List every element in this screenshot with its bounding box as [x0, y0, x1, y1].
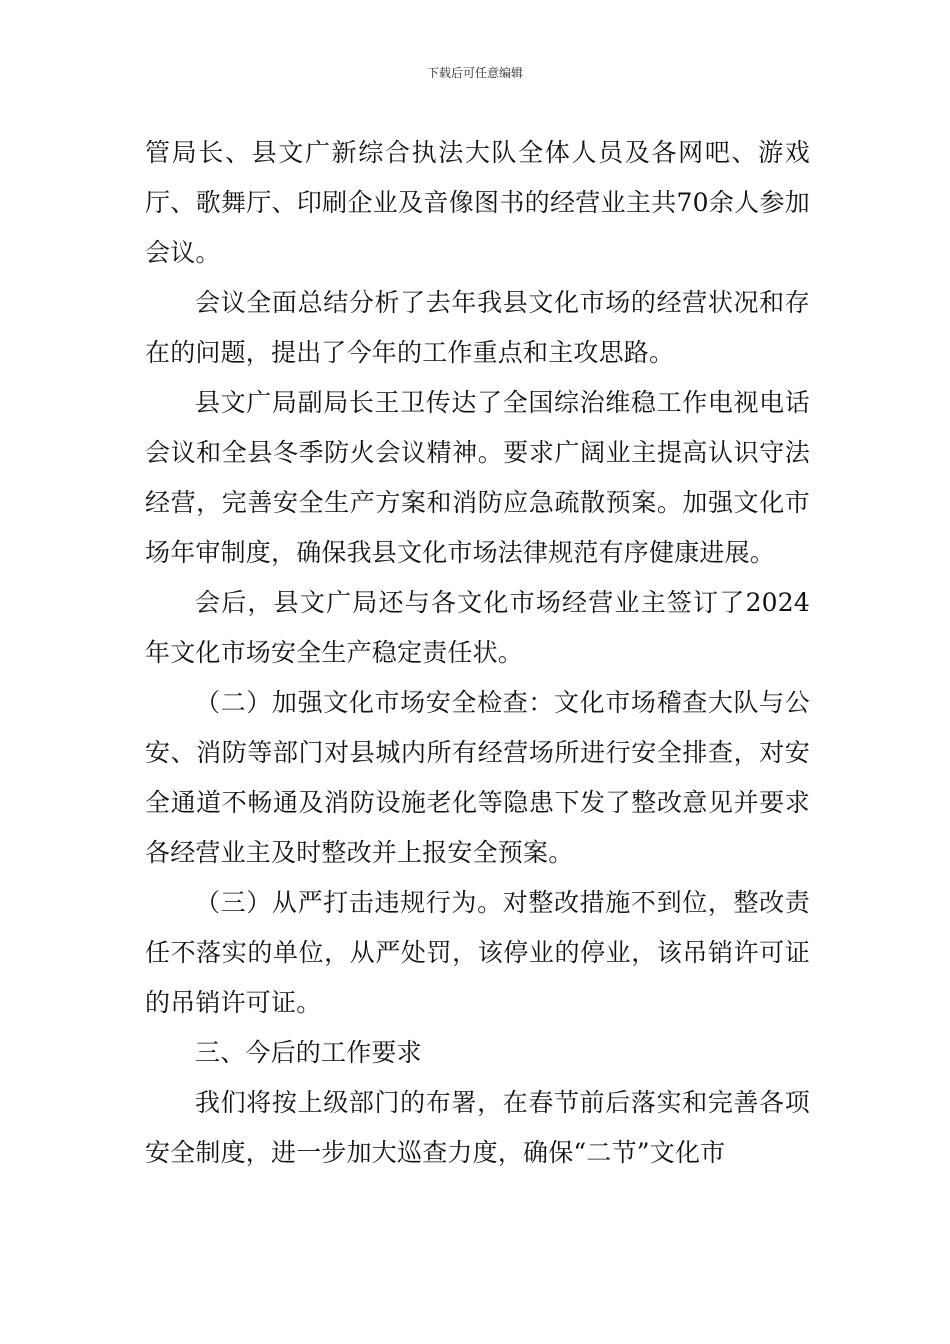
- page-header: 下载后可任意编辑: [426, 66, 523, 80]
- document-body: [145, 128, 810, 1178]
- paragraph-deputy-director: 县文广局副局长王卫传达了全国综治维稳工作电视电话会议和全县冬季防火会议精神。要求广阔业主提高认识守法经营，完善安全生产方案和消防应急疏散预案。加强文化市场年审制度，确保我县文化市场法律规范有序健康进展。: [145, 388, 810, 567]
- paragraph-strict-enforcement: （三）从严打击违规行为。对整改措施不到位，整改责任不落实的单位，从严处罚，该停业的停业，该吊销许可证的吊销许可证。: [145, 888, 810, 1017]
- section-heading-future-requirements: 三、今后的工作要求: [195, 1038, 422, 1067]
- paragraph-responsibility-letter: 会后，县文广局还与各文化市场经营业主签订了2024年文化市场安全生产稳定责任状。: [145, 588, 810, 667]
- paragraph-attendees: 管局长、县文广新综合执法大队全体人员及各网吧、游戏厅、歌舞厅、印刷企业及音像图书的经营业主共70余人参加会议。: [145, 138, 810, 267]
- paragraph-safety-inspection: （二）加强文化市场安全检查：文化市场稽查大队与公安、消防等部门对县城内所有经营场所进行安全排查，对安全通道不畅通及消防设施老化等隐患下发了整改意见并要求各经营业主及时整改并上报安全预案。: [145, 688, 810, 867]
- paragraph-future-plan: 我们将按上级部门的布署，在春节前后落实和完善各项安全制度，进一步加大巡查力度，确保“二节”文化市: [145, 1088, 810, 1167]
- paragraph-meeting-summary: 会议全面总结分析了去年我县文化市场的经营状况和存在的问题，提出了今年的工作重点和主攻思路。: [145, 288, 810, 367]
